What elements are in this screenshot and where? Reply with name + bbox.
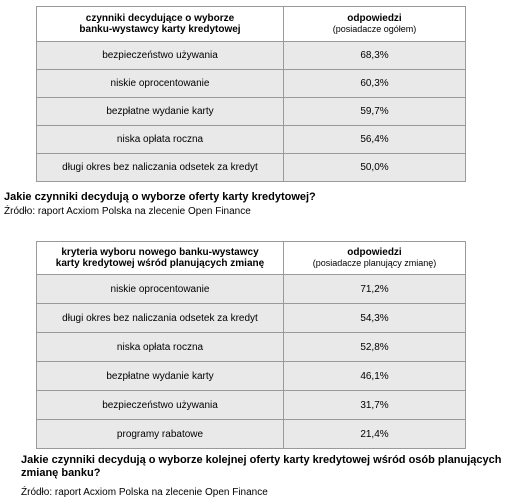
header-factors xyxy=(37,7,284,42)
row-value: 54,3% xyxy=(284,304,466,333)
header-factors-line1: czynniki decydujące o wyborze xyxy=(85,13,235,24)
source-1: Źródło: raport Acxiom Polska na zlecenie Open Finance xyxy=(4,206,251,217)
table-card-owners xyxy=(36,6,466,182)
row-factor: bezpieczeństwo używania xyxy=(37,42,284,70)
row-value: 71,2% xyxy=(284,275,466,304)
row-value: 59,7% xyxy=(284,98,466,126)
question-2: Jakie czynniki decydują o wyborze kolejnej oferty karty kredytowej wśród osób planujących zmianę banku? xyxy=(21,454,502,479)
row-factor: niska opłata roczna xyxy=(37,333,284,362)
table-row xyxy=(37,391,466,420)
header-answers xyxy=(284,7,466,42)
table-row xyxy=(37,70,466,98)
row-value: 21,4% xyxy=(284,420,466,449)
row-factor: niskie oprocentowanie xyxy=(37,70,284,98)
table-row xyxy=(37,362,466,391)
row-value: 52,8% xyxy=(284,333,466,362)
header-factors-line2: banku-wystawcy karty kredytowej xyxy=(79,24,241,35)
table-row xyxy=(37,154,466,182)
table-row xyxy=(37,126,466,154)
row-factor: długi okres bez naliczania odsetek za kredyt xyxy=(37,304,284,333)
header-answers-sub: (posiadacze planujący zmianę) xyxy=(312,258,437,268)
table-row xyxy=(37,420,466,449)
question-1: Jakie czynniki decydują o wyborze oferty karty kredytowej? xyxy=(4,191,316,203)
source-2: Źródło: raport Acxiom Polska na zlecenie Open Finance xyxy=(21,487,268,498)
table-row xyxy=(37,304,466,333)
table-row xyxy=(37,98,466,126)
row-factor: bezpłatne wydanie karty xyxy=(37,362,284,391)
header-answers xyxy=(284,242,466,275)
header-criteria-line1: kryteria wyboru nowego banku-wystawcy xyxy=(61,247,259,258)
row-value: 68,3% xyxy=(284,42,466,70)
table-row xyxy=(37,42,466,70)
table-header-row xyxy=(37,242,466,275)
row-value: 50,0% xyxy=(284,154,466,182)
row-value: 31,7% xyxy=(284,391,466,420)
row-factor: bezpłatne wydanie karty xyxy=(37,98,284,126)
header-answers-title: odpowiedzi xyxy=(347,13,402,24)
row-value: 56,4% xyxy=(284,126,466,154)
row-factor: niska opłata roczna xyxy=(37,126,284,154)
row-factor: niskie oprocentowanie xyxy=(37,275,284,304)
table-row xyxy=(37,275,466,304)
row-factor: programy rabatowe xyxy=(37,420,284,449)
header-criteria xyxy=(37,242,284,275)
row-factor: bezpieczeństwo używania xyxy=(37,391,284,420)
table-row xyxy=(37,333,466,362)
table-header-row xyxy=(37,7,466,42)
header-criteria-line2: karty kredytowej wśród planujących zmianę xyxy=(55,258,265,269)
row-factor: długi okres bez naliczania odsetek za kredyt xyxy=(37,154,284,182)
row-value: 60,3% xyxy=(284,70,466,98)
header-answers-title: odpowiedzi xyxy=(347,247,402,258)
row-value: 46,1% xyxy=(284,362,466,391)
table-planning-change xyxy=(36,241,466,449)
header-answers-sub: (posiadacze ogółem) xyxy=(332,24,417,34)
